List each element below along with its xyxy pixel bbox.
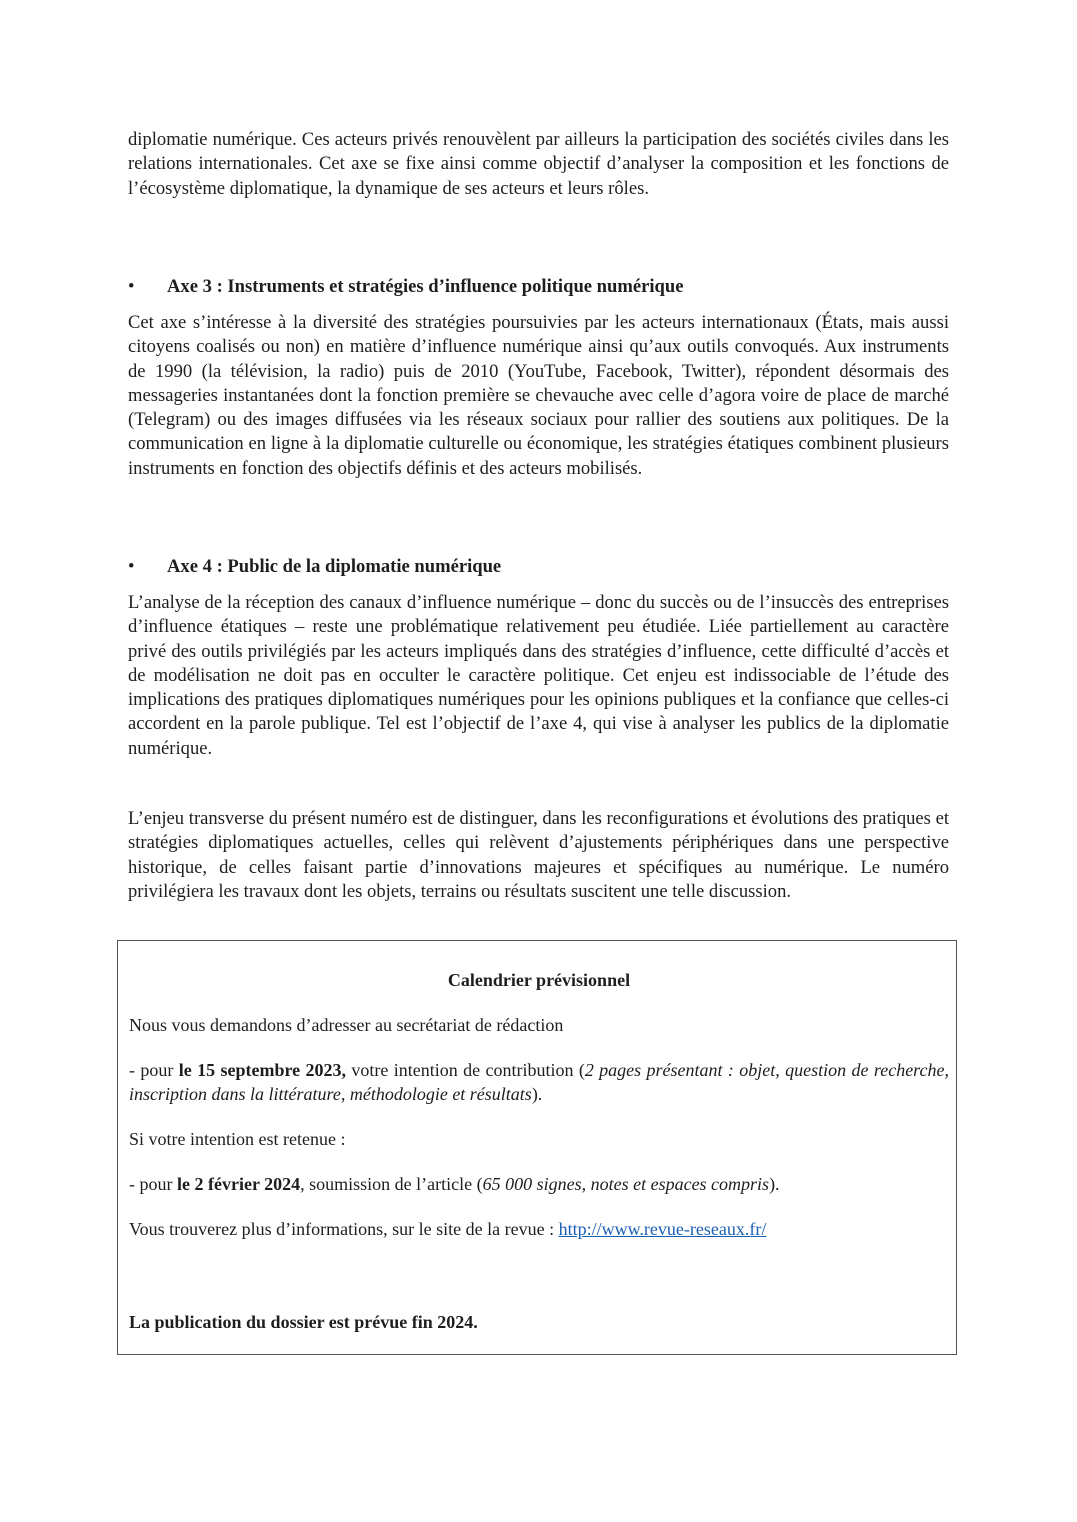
calendar-info xyxy=(129,1218,949,1242)
item2-date: le 2 février 2024 xyxy=(177,1174,301,1194)
calendar-item-submission xyxy=(129,1173,949,1197)
item2-details: 65 000 signes, notes et espaces compris xyxy=(482,1174,770,1194)
calendar-box xyxy=(117,940,957,1355)
item1-suffix: ). xyxy=(531,1083,543,1104)
axe3-heading xyxy=(128,276,949,298)
intro-paragraph: diplomatie numérique. Ces acteurs privés renouvèlent par ailleurs la participation des sociétés civiles dans les relations internationales. Cet axe se fixe ainsi comme objectif d’analyser la composition et les fonctions de l’écosystème diplomatique, la dynamique de ses acteurs et leurs rôles. xyxy=(128,129,949,199)
publication-note: La publication du dossier est prévue fin 2024. xyxy=(129,1312,478,1332)
bullet-icon: • xyxy=(128,556,135,577)
bullet-icon: • xyxy=(128,276,135,297)
item1-text: votre intention de contribution ( xyxy=(346,1060,585,1080)
info-text: Vous trouverez plus d’informations, sur le site de la revue : xyxy=(129,1219,559,1239)
calendar-retained: Si votre intention est retenue : xyxy=(129,1129,346,1149)
axe4-paragraph: L’analyse de la réception des canaux d’influence numérique – donc du succès ou de l’insuccès des entreprises d’influence étatiques – reste une problématique relativement peu étudiée. Liée partiellement au caractère privé des outils privilégiés par les acteurs impliqués dans des stratégies d’influence, cette difficulté d’accès et de modélisation ne doit pas en occulter le caractère politique. Cet enjeu est indissociable de l’étude des implications des pratiques diplomatiques numériques pour les opinions publiques et la confiance que celles-ci accordent en la parole publique. Tel est l’objectif de l’axe 4, qui vise à analyser les publics de la diplomatie numérique. xyxy=(128,592,949,759)
calendar-title: Calendrier prévisionnel xyxy=(447,970,631,990)
item2-text: , soumission de l’article ( xyxy=(300,1174,483,1194)
item1-prefix: - pour xyxy=(129,1060,179,1080)
calendar-item-intention xyxy=(129,1059,949,1106)
item1-details: 2 pages présentant : objet, question de recherche, inscription dans la littérature, méthodologie et résultats xyxy=(129,1060,949,1104)
axe3-heading-text: Axe 3 : Instruments et stratégies d’influence politique numérique xyxy=(167,276,684,297)
item1-date: le 15 septembre 2023, xyxy=(178,1060,346,1080)
conclusion-paragraph: L’enjeu transverse du présent numéro est de distinguer, dans les reconfigurations et évolutions des pratiques et stratégies diplomatiques actuelles, celles qui relèvent d’ajustements périphériques dans une perspective historique, de celles faisant partie d’innovations majeures et spécifiques au numérique. Le numéro privilégiera les travaux dont les objets, terrains ou résultats suscitent une telle discussion. xyxy=(128,808,949,902)
calendar-intro: Nous vous demandons d’adresser au secrétariat de rédaction xyxy=(129,1015,564,1035)
item2-suffix: ). xyxy=(769,1174,780,1194)
axe3-paragraph: Cet axe s’intéresse à la diversité des stratégies poursuivies par les acteurs internationaux (États, mais aussi citoyens coalisés ou non) en matière d’influence numérique ainsi qu’aux outils convoqués. Aux instruments de 1990 (la télévision, la radio) puis de 2010 (YouTube, Facebook, Twitter), répondent désormais des messageries instantanées dont la fonction première se chevauche avec celle d’agora voire de place de marché (Telegram) ou des images diffusées via les réseaux sociaux pour rallier des soutiens aux politiques. De la communication en ligne à la diplomatie culturelle ou économique, les stratégies étatiques combinent plusieurs instruments en fonction des objectifs définis et des acteurs mobilisés. xyxy=(128,312,949,479)
axe4-heading-text: Axe 4 : Public de la diplomatie numérique xyxy=(167,556,502,577)
revue-website-link[interactable]: http://www.revue-reseaux.fr/ xyxy=(558,1219,767,1239)
axe4-heading xyxy=(128,556,949,578)
item2-prefix: - pour xyxy=(129,1174,177,1194)
